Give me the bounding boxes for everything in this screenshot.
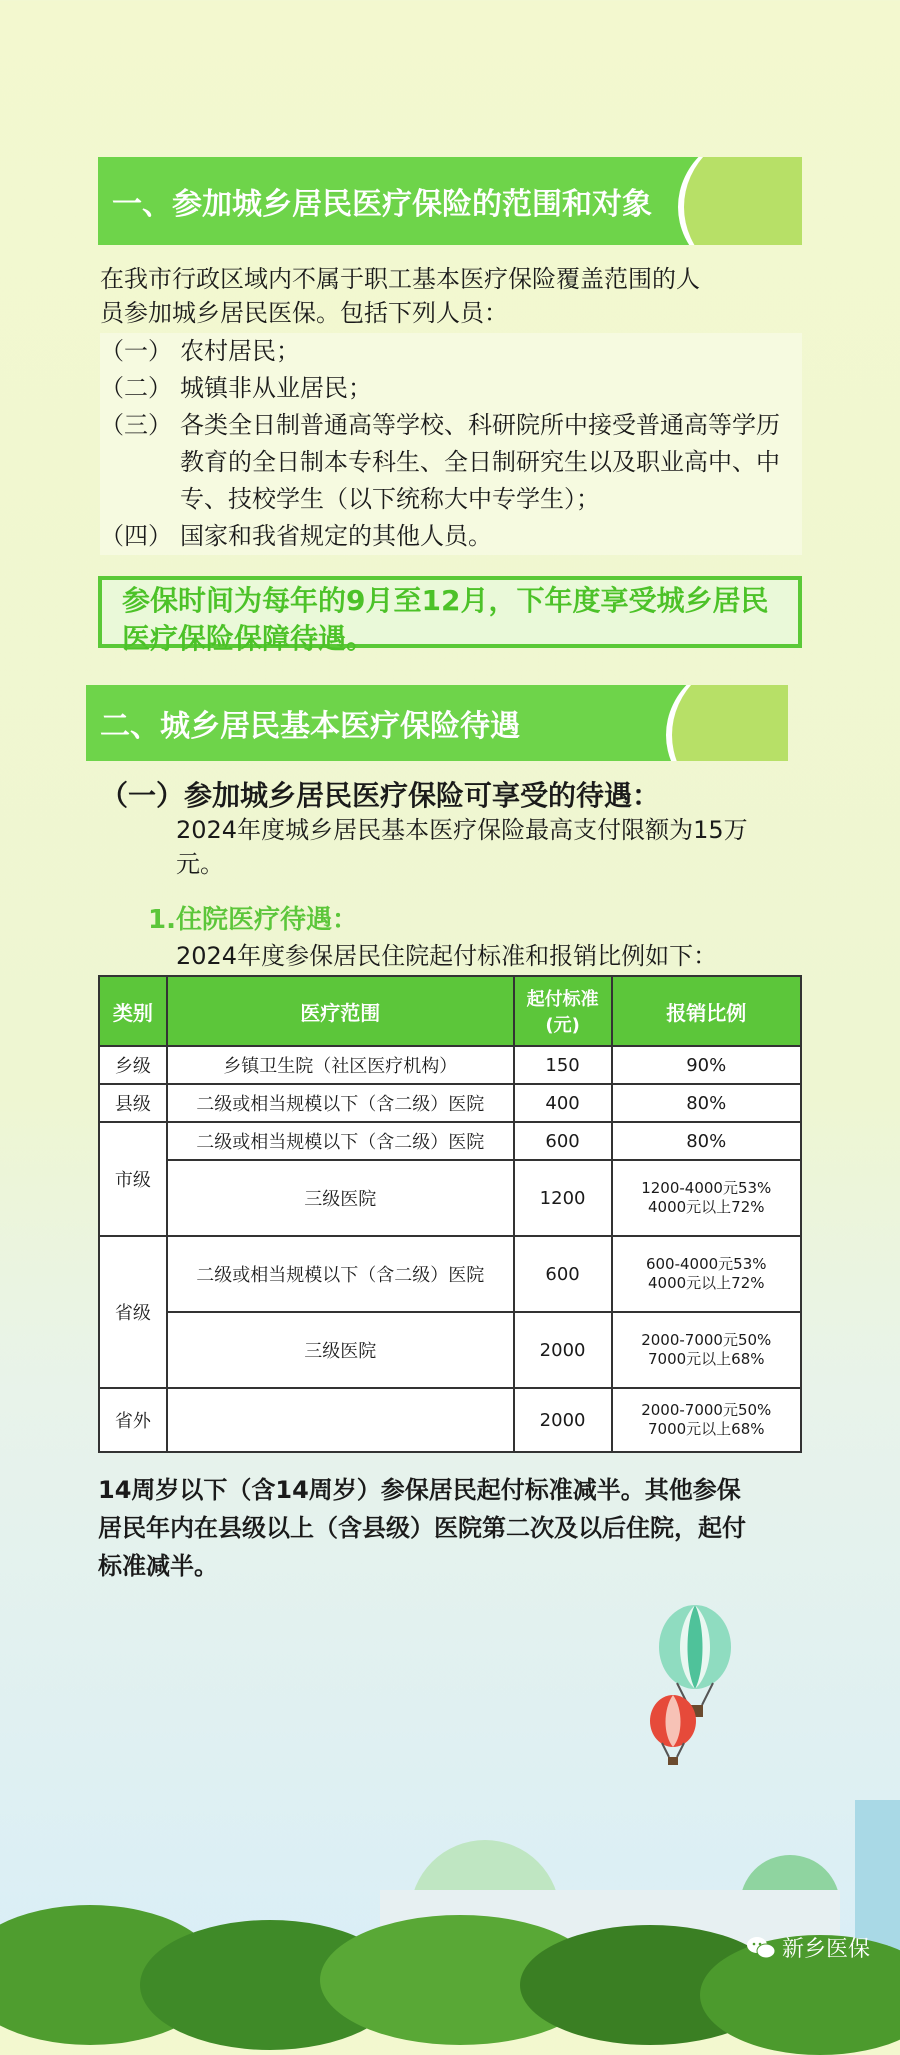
section1-intro <box>100 262 820 330</box>
table-row: 省级 二级或相当规模以下（含二级）医院 600 600-4000元53% 4000元以上72% <box>99 1236 801 1312</box>
list-item: （三） 各类全日制普通高等学校、科研院所中接受普通高等学历教育的全日制本专科生、全日制研究生以及职业高中、中专、技校学生（以下统称大中专学生）； <box>100 411 780 513</box>
hospital-title: 1.住院医疗待遇： <box>148 905 358 935</box>
table-row: 省外 2000 2000-7000元50% 7000元以上68% <box>99 1388 801 1452</box>
logo-text: 新乡医保 <box>781 1937 870 1962</box>
header-scope: 医疗范围 <box>167 976 514 1046</box>
subsection1-title: （一）参加城乡居民医疗保险可享受的待遇： <box>100 779 661 812</box>
table-row: 三级医院 2000 2000-7000元50% 7000元以上68% <box>99 1312 801 1388</box>
table-header-row <box>99 976 801 1046</box>
intro-line-1: 在我市行政区域内不属于职工基本医疗保险覆盖范围的人 <box>100 265 700 293</box>
wechat-icon <box>746 1935 776 1961</box>
header-rate: 报销比例 <box>612 976 802 1046</box>
section1-header <box>98 157 802 245</box>
hot-air-balloon-icon <box>648 1695 698 1767</box>
section2-header <box>86 685 788 761</box>
section1-title: 一、参加城乡居民医疗保险的范围和对象 <box>112 187 652 222</box>
payment-limit-text: 2024年度城乡居民基本医疗保险最高支付限额为15万 元。 <box>176 816 748 878</box>
reimbursement-table <box>98 975 802 1453</box>
table-row: 市级 二级或相当规模以下（含二级）医院 600 80% <box>99 1122 801 1160</box>
header-category: 类别 <box>99 976 167 1046</box>
table-row: 三级医院 1200 1200-4000元53% 4000元以上72% <box>99 1160 801 1236</box>
list-item: （二） 城镇非从业居民； <box>100 374 372 402</box>
table-row: 县级 二级或相当规模以下（含二级）医院 400 80% <box>99 1084 801 1122</box>
list-item: （一） 农村居民； <box>100 337 300 365</box>
header-swoosh-decoration <box>666 685 788 761</box>
section2-title: 二、城乡居民基本医疗保险待遇 <box>100 709 520 744</box>
intro-line-2: 员参加城乡居民医保。包括下列人员： <box>100 299 508 327</box>
header-swoosh-decoration <box>678 157 802 245</box>
brand-logo <box>746 1932 870 1963</box>
deductible-half-note: 14周岁以下（含14周岁）参保居民起付标准减半。其他参保 居民年内在县级以上（含县级）医院第二次及以后住院，起付 标准减半。 <box>98 1476 746 1580</box>
table-intro: 2024年度参保居民住院起付标准和报销比例如下： <box>176 942 718 970</box>
enrollment-notice: 参保时间为每年的9月至12月，下年度享受城乡居民医疗保险保障待遇。 <box>98 576 802 648</box>
table-row: 乡级 乡镇卫生院（社区医疗机构） 150 90% <box>99 1046 801 1084</box>
header-deductible: 起付标准(元) <box>514 976 612 1046</box>
section1-list <box>100 333 802 555</box>
list-item: （四） 国家和我省规定的其他人员。 <box>100 522 492 550</box>
